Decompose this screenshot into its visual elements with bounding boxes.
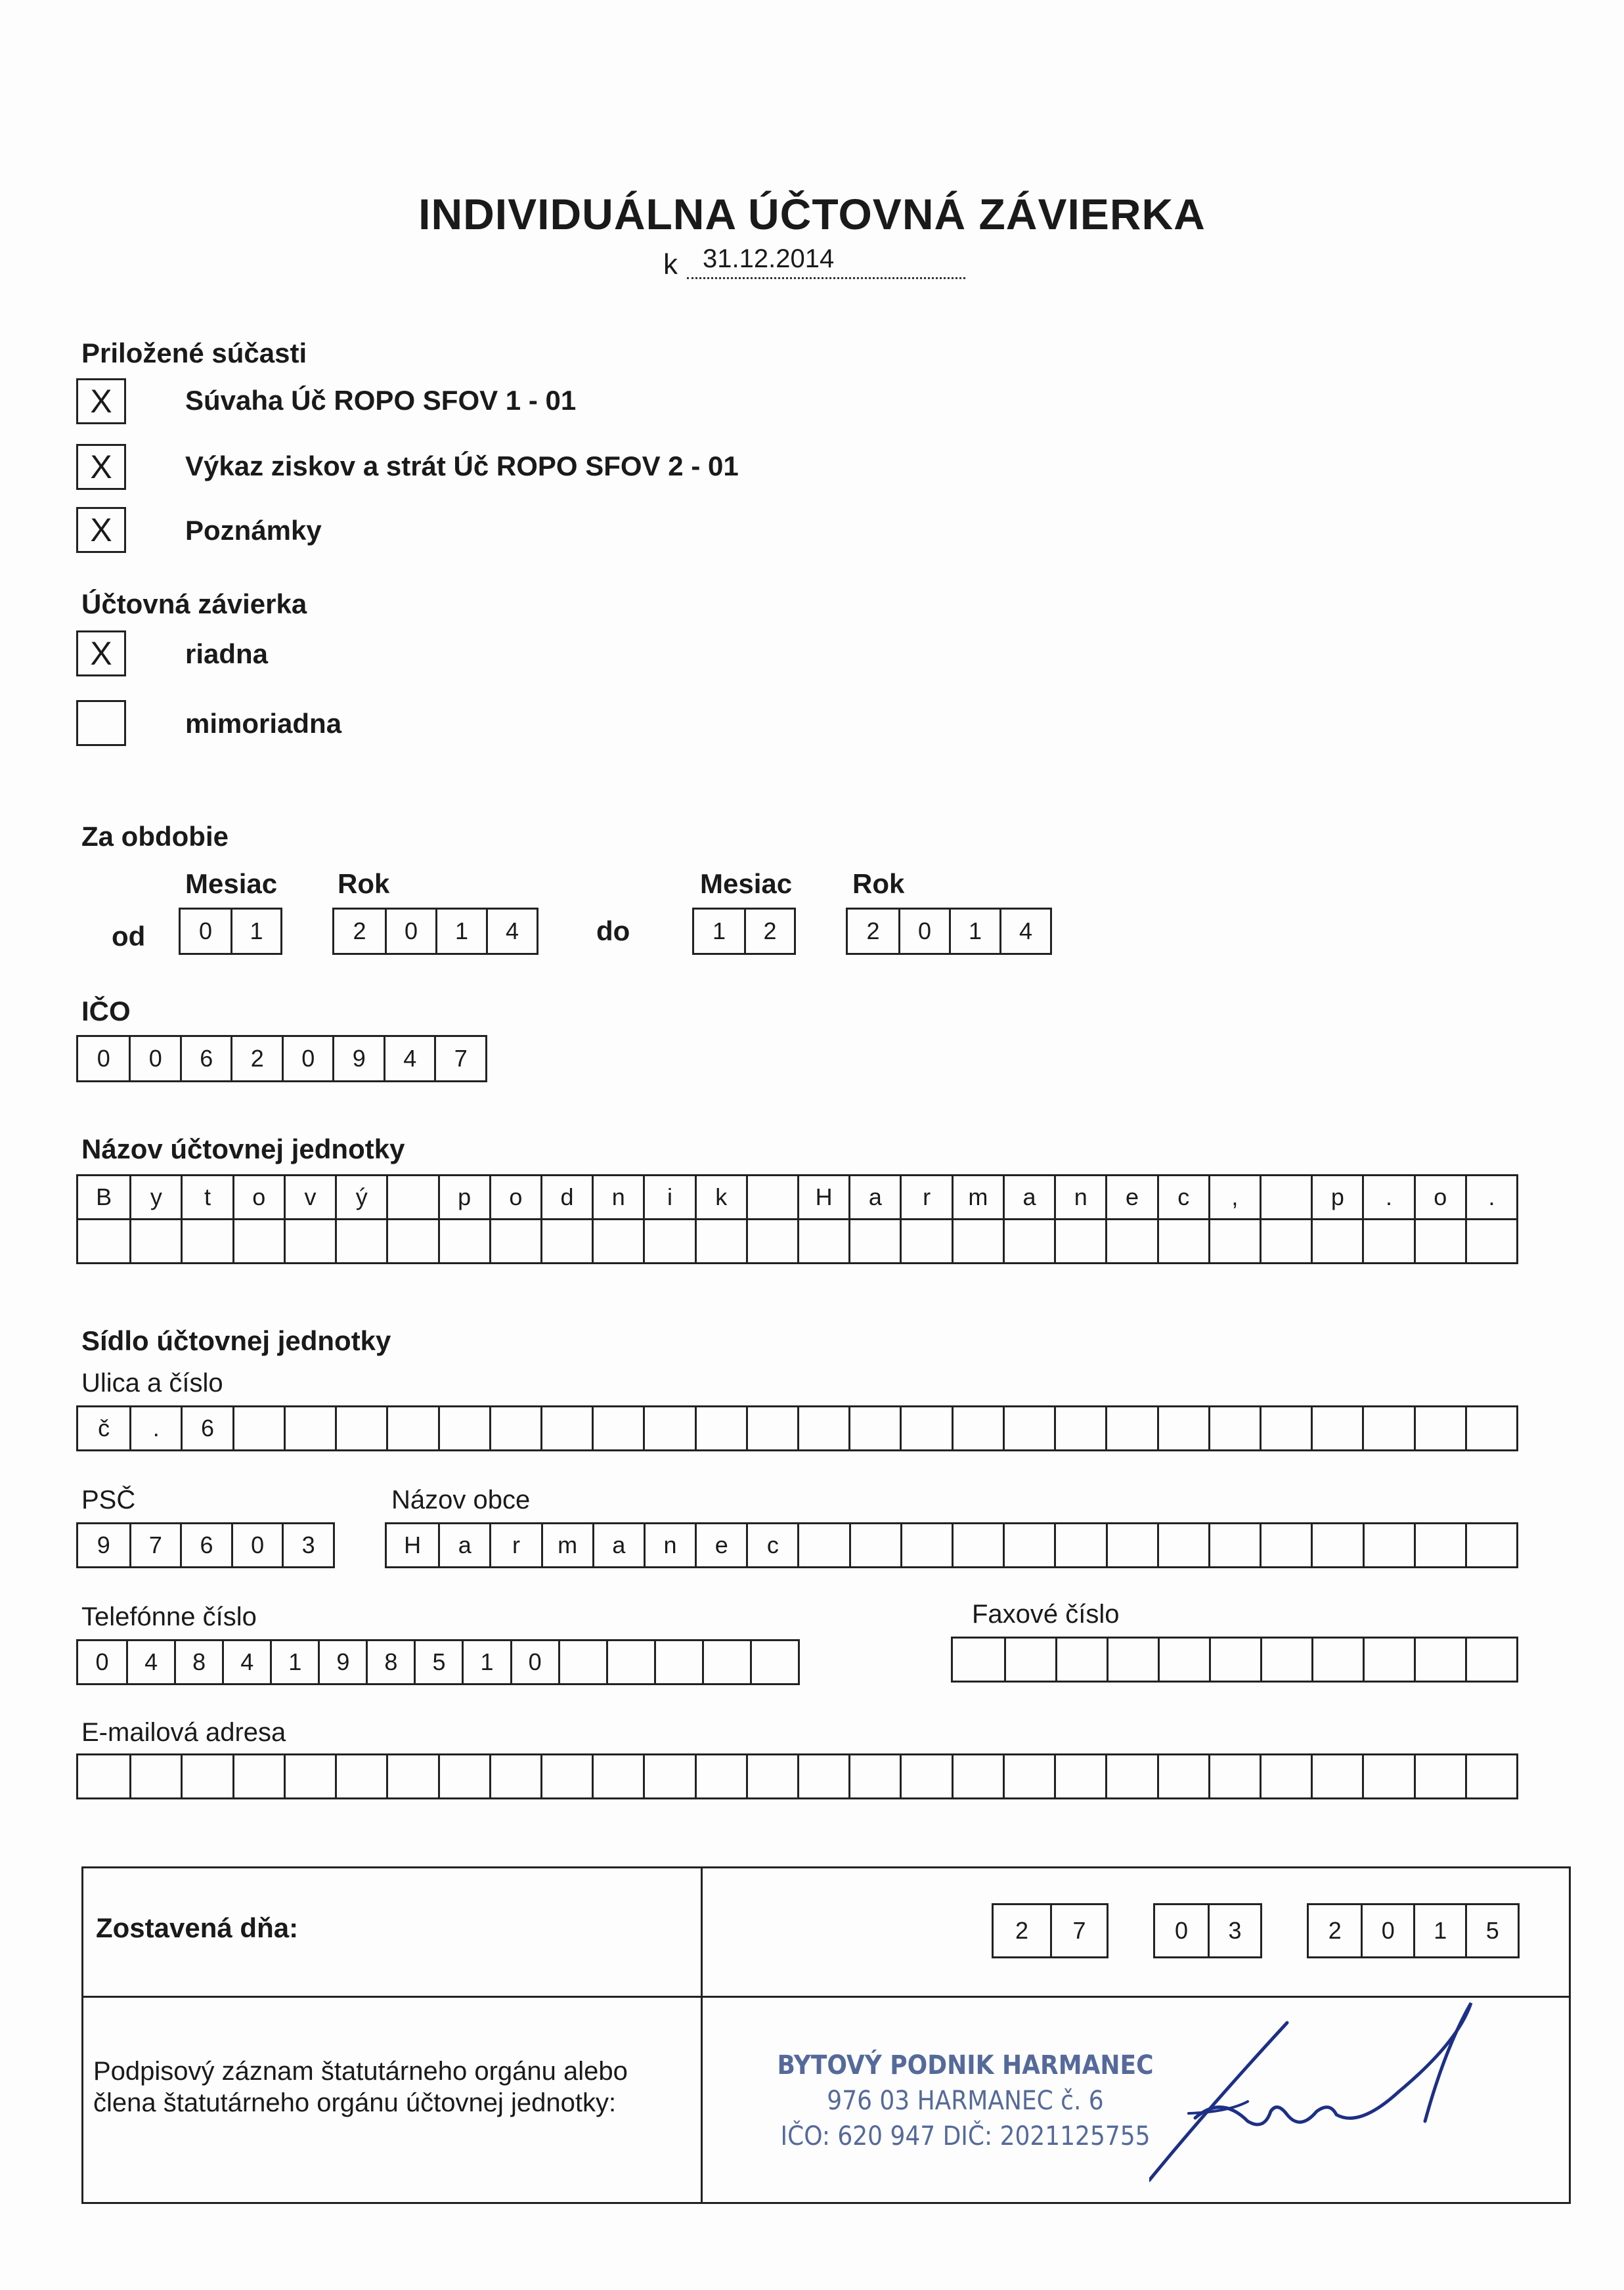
email-char (900, 1755, 951, 1797)
entity-name-char: p (438, 1176, 489, 1218)
compiled-day-field[interactable] (992, 1903, 1108, 1958)
compiled-day-digit: 2 (1015, 1917, 1028, 1944)
street-char (848, 1407, 900, 1449)
entity-name-char: v (284, 1176, 335, 1218)
street-char (900, 1407, 951, 1449)
entity-name-char: a (1003, 1176, 1054, 1218)
ico-digit: 0 (282, 1037, 333, 1080)
email-char (695, 1755, 746, 1797)
compiled-year-digit: 0 (1361, 1905, 1413, 1956)
city-char (1363, 1524, 1414, 1566)
fax-digit (1209, 1639, 1260, 1681)
compiled-month-field[interactable] (1153, 1903, 1262, 1958)
compiled-month-digit: 3 (1208, 1905, 1260, 1956)
phone-digit: 8 (174, 1641, 222, 1683)
psc-digit: 0 (231, 1524, 282, 1566)
email-char (592, 1755, 643, 1797)
compiled-year-digit: 2 (1328, 1917, 1342, 1944)
phone-field[interactable] (76, 1639, 800, 1685)
street-char (1260, 1407, 1311, 1449)
from-year-field[interactable] (332, 908, 538, 955)
city-char (1106, 1524, 1157, 1566)
ico-field[interactable] (76, 1035, 487, 1082)
entity-name-char: r (900, 1176, 951, 1218)
street-char (1414, 1407, 1465, 1449)
entity-name-char: o (1414, 1176, 1465, 1218)
to-year-digit: 2 (866, 917, 880, 944)
phone-digit: 0 (95, 1648, 109, 1675)
entity-name-char (78, 1220, 129, 1262)
ico-digit: 4 (384, 1037, 435, 1080)
entity-name-char (1465, 1220, 1516, 1262)
street-char (1208, 1407, 1260, 1449)
email-char (540, 1755, 592, 1797)
street-char (746, 1407, 797, 1449)
street-char (386, 1407, 437, 1449)
city-char: n (644, 1524, 695, 1566)
to-year-label: Rok (852, 868, 905, 899)
compiled-day-digit: 7 (1050, 1905, 1107, 1956)
email-char (1311, 1755, 1362, 1797)
document-title: INDIVIDUÁLNA ÚČTOVNÁ ZÁVIERKA (418, 190, 1206, 238)
city-char (1054, 1524, 1105, 1566)
entity-name-char (1260, 1176, 1311, 1218)
city-char: r (489, 1524, 540, 1566)
city-char (1260, 1524, 1311, 1566)
street-char (284, 1407, 335, 1449)
city-char: a (592, 1524, 644, 1566)
entity-name-char: o (232, 1176, 284, 1218)
entity-name-char (1414, 1220, 1465, 1262)
entity-name-char (386, 1220, 437, 1262)
psc-label: PSČ (81, 1486, 136, 1514)
street-char (797, 1407, 848, 1449)
entity-name-char: ý (335, 1176, 386, 1218)
street-char (489, 1407, 540, 1449)
checkbox-profit-loss[interactable]: X (76, 444, 126, 490)
seat-heading: Sídlo účtovnej jednotky (81, 1325, 391, 1356)
compiled-year-digit: 5 (1465, 1905, 1518, 1956)
city-char (1311, 1524, 1362, 1566)
city-char (797, 1524, 848, 1566)
phone-digit: 9 (318, 1641, 366, 1683)
street-char: 6 (181, 1407, 232, 1449)
checkbox-label-regular: riadna (185, 638, 269, 669)
entity-name-char (746, 1220, 797, 1262)
email-char (78, 1755, 129, 1797)
city-char: H (404, 1531, 422, 1558)
entity-name-char: . (1465, 1176, 1516, 1218)
period-heading: Za obdobie (81, 821, 229, 852)
phone-digit: 4 (222, 1641, 270, 1683)
street-char (1465, 1407, 1516, 1449)
handwritten-signature (1149, 1996, 1491, 2187)
email-char (335, 1755, 386, 1797)
entity-name-char (1054, 1220, 1105, 1262)
from-month-digit: 1 (230, 910, 280, 953)
ico-digit: 0 (97, 1045, 110, 1072)
street-char (952, 1407, 1003, 1449)
entity-name-char (232, 1220, 284, 1262)
street-char: . (129, 1407, 181, 1449)
city-char (849, 1524, 900, 1566)
email-char (232, 1755, 284, 1797)
street-char: č (98, 1415, 110, 1442)
from-month-label: Mesiac (185, 868, 278, 899)
email-char (1362, 1755, 1413, 1797)
phone-digit (558, 1641, 606, 1683)
city-char (1208, 1524, 1260, 1566)
street-char (1362, 1407, 1413, 1449)
fax-digit (1055, 1639, 1107, 1681)
to-month-field[interactable] (692, 908, 796, 955)
email-char (1157, 1755, 1208, 1797)
compiled-year-digit: 1 (1413, 1905, 1466, 1956)
to-month-digit: 1 (712, 917, 726, 944)
entity-name-char (952, 1220, 1003, 1262)
email-char (848, 1755, 900, 1797)
entity-name-field-row1[interactable] (76, 1174, 1518, 1220)
entity-name-char: n (1054, 1176, 1105, 1218)
city-char (1003, 1524, 1054, 1566)
entity-name-char (797, 1220, 848, 1262)
email-char (1054, 1755, 1105, 1797)
street-char (1105, 1407, 1156, 1449)
entity-name-char: a (848, 1176, 900, 1218)
entity-name-char (489, 1220, 540, 1262)
entity-name-char: , (1208, 1176, 1260, 1218)
entity-name-char (1362, 1220, 1413, 1262)
entity-name-char (386, 1176, 437, 1218)
fax-digit (1107, 1639, 1158, 1681)
email-char (386, 1755, 437, 1797)
street-char (335, 1407, 386, 1449)
city-char: m (541, 1524, 592, 1566)
entity-name-char (284, 1220, 335, 1262)
stamp-line3: IČO: 620 947 DIČ: 2021125755 (780, 2121, 1151, 2151)
phone-digit (750, 1641, 798, 1683)
entity-name-char (1311, 1220, 1362, 1262)
entity-name-char (129, 1220, 181, 1262)
street-char (592, 1407, 643, 1449)
email-char (284, 1755, 335, 1797)
email-char (181, 1755, 232, 1797)
phone-digit (606, 1641, 654, 1683)
signature-label-line2: člena štatutárneho orgánu účtovnej jednotky: (93, 2088, 617, 2117)
street-char (695, 1407, 746, 1449)
street-char (1054, 1407, 1105, 1449)
entity-name-field-row2[interactable] (76, 1218, 1518, 1264)
checkbox-notes[interactable]: X (76, 507, 126, 553)
to-label: do (596, 915, 630, 946)
entity-name-char (181, 1220, 232, 1262)
from-year-label: Rok (338, 868, 390, 899)
stamp-line2: 976 03 HARMANEC č. 6 (827, 2086, 1104, 2116)
street-char (1311, 1407, 1362, 1449)
ico-digit: 2 (230, 1037, 282, 1080)
entity-name-char (592, 1220, 643, 1262)
phone-label: Telefónne číslo (81, 1602, 257, 1631)
email-char (1260, 1755, 1311, 1797)
street-char (1157, 1407, 1208, 1449)
checkbox-label-balance-sheet: Súvaha Úč ROPO SFOV 1 - 01 (185, 385, 577, 416)
checkbox-regular[interactable]: X (76, 630, 126, 676)
entity-name-char: k (695, 1176, 746, 1218)
phone-digit: 1 (462, 1641, 510, 1683)
signature-label-line1: Podpisový záznam štatutárneho orgánu alebo (93, 2057, 628, 2086)
email-char (1003, 1755, 1054, 1797)
phone-digit: 8 (366, 1641, 414, 1683)
email-label: E-mailová adresa (81, 1718, 286, 1747)
psc-field[interactable] (76, 1522, 335, 1568)
entity-name-char (900, 1220, 951, 1262)
street-char (438, 1407, 489, 1449)
phone-digit (654, 1641, 702, 1683)
phone-digit (702, 1641, 750, 1683)
checkbox-balance-sheet[interactable]: X (76, 378, 126, 424)
entity-name-char: n (592, 1176, 643, 1218)
fax-digit (1004, 1639, 1055, 1681)
email-char (489, 1755, 540, 1797)
street-char (232, 1407, 284, 1449)
checkbox-extraordinary[interactable] (76, 700, 126, 746)
fax-digit (953, 1639, 1004, 1681)
city-char (900, 1524, 952, 1566)
psc-digit: 3 (282, 1524, 333, 1566)
city-char (1465, 1524, 1516, 1566)
entity-name-char: m (952, 1176, 1003, 1218)
email-char (746, 1755, 797, 1797)
city-field[interactable] (385, 1522, 1518, 1568)
city-char (952, 1524, 1003, 1566)
ico-digit: 7 (434, 1037, 485, 1080)
compiled-year-field[interactable] (1307, 1903, 1520, 1958)
entity-name-char: i (643, 1176, 694, 1218)
to-year-digit: 1 (949, 910, 999, 953)
entity-name-char (540, 1220, 592, 1262)
entity-name-char (1003, 1220, 1054, 1262)
entity-name-char (335, 1220, 386, 1262)
entity-name-char: o (489, 1176, 540, 1218)
email-char (438, 1755, 489, 1797)
fax-digit (1311, 1639, 1363, 1681)
email-char (643, 1755, 694, 1797)
city-char: e (695, 1524, 746, 1566)
entity-name-char (695, 1220, 746, 1262)
fax-field[interactable] (951, 1637, 1518, 1683)
to-month-digit: 2 (744, 910, 794, 953)
entity-name-char (848, 1220, 900, 1262)
entity-name-char (1105, 1220, 1156, 1262)
email-char (1465, 1755, 1516, 1797)
psc-digit: 6 (180, 1524, 231, 1566)
email-char (1414, 1755, 1465, 1797)
city-char: c (746, 1524, 797, 1566)
checkbox-label-notes: Poznámky (185, 515, 322, 546)
compiled-label: Zostavená dňa: (96, 1912, 299, 1943)
city-label: Názov obce (391, 1486, 531, 1514)
psc-digit: 7 (129, 1524, 181, 1566)
street-char (643, 1407, 694, 1449)
ico-digit: 9 (332, 1037, 384, 1080)
from-label: od (112, 921, 146, 952)
organization-stamp (755, 2048, 1175, 2154)
ico-digit: 0 (129, 1037, 180, 1080)
from-year-digit: 0 (385, 910, 435, 953)
from-month-digit: 0 (198, 917, 212, 944)
fax-digit (1260, 1639, 1311, 1681)
closing-date[interactable]: 31.12.2014 (687, 240, 965, 279)
entity-name-label: Názov účtovnej jednotky (81, 1134, 405, 1164)
phone-digit: 4 (126, 1641, 174, 1683)
phone-digit: 1 (270, 1641, 318, 1683)
entity-name-char: d (540, 1176, 592, 1218)
city-char (1157, 1524, 1208, 1566)
phone-digit: 0 (510, 1641, 558, 1683)
to-year-field[interactable] (846, 908, 1052, 955)
date-prefix: k (663, 248, 678, 280)
from-year-digit: 4 (486, 910, 537, 953)
entity-name-char: p (1311, 1176, 1362, 1218)
from-month-field[interactable] (179, 908, 282, 955)
email-char (797, 1755, 848, 1797)
fax-digit (1414, 1639, 1465, 1681)
email-char (1105, 1755, 1156, 1797)
checkbox-label-profit-loss: Výkaz ziskov a strát Úč ROPO SFOV 2 - 01 (185, 451, 739, 481)
closing-type-heading: Účtovná závierka (81, 588, 307, 619)
email-char (1208, 1755, 1260, 1797)
entity-name-char: c (1157, 1176, 1208, 1218)
entity-name-char: . (1362, 1176, 1413, 1218)
entity-name-char (746, 1176, 797, 1218)
attached-parts-heading: Priložené súčasti (81, 338, 307, 368)
fax-digit (1158, 1639, 1209, 1681)
fax-digit (1465, 1639, 1516, 1681)
entity-name-char (1260, 1220, 1311, 1262)
fax-label: Faxové číslo (972, 1600, 1120, 1629)
entity-name-char (1157, 1220, 1208, 1262)
phone-digit: 5 (414, 1641, 462, 1683)
entity-name-char: H (797, 1176, 848, 1218)
city-char (1414, 1524, 1465, 1566)
entity-name-char (438, 1220, 489, 1262)
entity-name-char: B (96, 1183, 112, 1210)
checkbox-label-extraordinary: mimoriadna (185, 708, 342, 739)
entity-name-char: e (1105, 1176, 1156, 1218)
ico-digit: 6 (180, 1037, 231, 1080)
entity-name-char: t (181, 1176, 232, 1218)
compiled-month-digit: 0 (1174, 1917, 1188, 1944)
to-year-digit: 4 (999, 910, 1050, 953)
email-char (129, 1755, 181, 1797)
from-year-digit: 2 (353, 917, 366, 944)
to-year-digit: 0 (898, 910, 949, 953)
entity-name-char (643, 1220, 694, 1262)
email-char (952, 1755, 1003, 1797)
street-field[interactable] (76, 1405, 1518, 1451)
entity-name-char: y (129, 1176, 181, 1218)
street-char (1003, 1407, 1054, 1449)
city-char: a (438, 1524, 489, 1566)
street-char (540, 1407, 592, 1449)
from-year-digit: 1 (435, 910, 486, 953)
stamp-line1: BYTOVÝ PODNIK HARMANEC (777, 2050, 1154, 2081)
to-month-label: Mesiac (700, 868, 793, 899)
box-divider-vertical (701, 1868, 703, 2202)
entity-name-char (1208, 1220, 1260, 1262)
fax-digit (1363, 1639, 1414, 1681)
psc-digit: 9 (97, 1531, 110, 1558)
street-label: Ulica a číslo (81, 1369, 223, 1398)
ico-label: IČO (81, 996, 131, 1026)
email-field[interactable] (76, 1753, 1518, 1799)
